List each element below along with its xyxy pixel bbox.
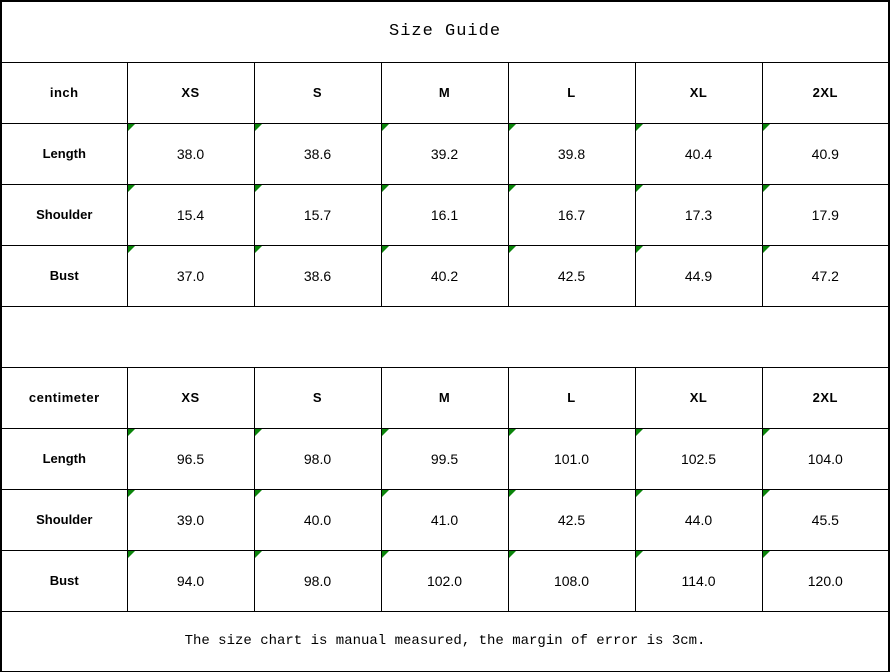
size-header-l: L — [508, 62, 635, 123]
size-value-cell — [254, 428, 381, 489]
text-flag-triangle-icon — [509, 124, 516, 131]
text-flag-triangle-icon — [763, 246, 770, 253]
size-header-2xl: 2XL — [762, 367, 889, 428]
cell-value: 15.4 — [176, 206, 205, 223]
cm-header-row — [1, 367, 889, 428]
text-flag-triangle-icon — [509, 246, 516, 253]
size-value-cell — [254, 489, 381, 550]
size-value-cell — [635, 428, 762, 489]
cell-value: 39.0 — [176, 511, 205, 528]
cell-value: 38.6 — [303, 145, 332, 162]
text-flag-triangle-icon — [763, 490, 770, 497]
size-value-cell — [762, 550, 889, 611]
text-flag-triangle-icon — [509, 490, 516, 497]
text-flag-triangle-icon — [636, 124, 643, 131]
size-value-cell — [508, 428, 635, 489]
text-flag-triangle-icon — [255, 429, 262, 436]
cell-value: 120.0 — [807, 572, 843, 589]
text-flag-triangle-icon — [636, 490, 643, 497]
text-flag-triangle-icon — [636, 429, 643, 436]
size-value-cell — [508, 184, 635, 245]
cell-value: 40.0 — [303, 511, 332, 528]
size-value-cell — [762, 489, 889, 550]
text-flag-triangle-icon — [509, 551, 516, 558]
cm-bust-row — [1, 550, 889, 611]
cell-value: 47.2 — [811, 267, 839, 284]
size-header-xs: XS — [127, 367, 254, 428]
text-flag-triangle-icon — [509, 185, 516, 192]
text-flag-triangle-icon — [382, 429, 389, 436]
spacer-cell — [1, 306, 889, 367]
size-value-cell — [762, 245, 889, 306]
text-flag-triangle-icon — [382, 124, 389, 131]
text-flag-triangle-icon — [763, 185, 770, 192]
title-row — [1, 1, 889, 62]
size-value-cell — [127, 428, 254, 489]
text-flag-triangle-icon — [509, 429, 516, 436]
size-header-m: M — [381, 367, 508, 428]
size-value-cell — [762, 428, 889, 489]
text-flag-triangle-icon — [255, 124, 262, 131]
page-title: Size Guide — [1, 1, 889, 62]
measure-label-cell: Shoulder — [1, 184, 127, 245]
size-header-s: S — [254, 62, 381, 123]
cell-value: 98.0 — [303, 450, 332, 467]
cell-value: 42.5 — [557, 267, 586, 284]
size-value-cell — [635, 184, 762, 245]
size-header-m: M — [381, 62, 508, 123]
size-value-cell — [381, 184, 508, 245]
text-flag-triangle-icon — [382, 490, 389, 497]
size-value-cell — [254, 123, 381, 184]
cell-value: 99.5 — [430, 450, 459, 467]
size-header-xl: XL — [635, 62, 762, 123]
size-value-cell — [381, 245, 508, 306]
size-value-cell — [635, 123, 762, 184]
spacer-row — [1, 306, 889, 367]
size-value-cell — [127, 245, 254, 306]
size-header-l: L — [508, 367, 635, 428]
size-value-cell — [381, 428, 508, 489]
inch-bust-row — [1, 245, 889, 306]
measure-label-cell: Length — [1, 428, 127, 489]
text-flag-triangle-icon — [763, 124, 770, 131]
measure-label-cell: Shoulder — [1, 489, 127, 550]
text-flag-triangle-icon — [255, 246, 262, 253]
size-value-cell — [508, 245, 635, 306]
size-value-cell — [254, 184, 381, 245]
size-value-cell — [127, 123, 254, 184]
size-value-cell — [635, 245, 762, 306]
size-value-cell — [508, 489, 635, 550]
size-header-xs: XS — [127, 62, 254, 123]
cell-value: 39.8 — [557, 145, 586, 162]
cell-value: 38.0 — [176, 145, 205, 162]
size-value-cell — [254, 245, 381, 306]
cell-value: 108.0 — [553, 572, 590, 589]
inch-shoulder-row — [1, 184, 889, 245]
size-value-cell — [127, 184, 254, 245]
size-header-2xl: 2XL — [762, 62, 889, 123]
cell-value: 101.0 — [553, 450, 590, 467]
text-flag-triangle-icon — [763, 551, 770, 558]
size-value-cell — [762, 123, 889, 184]
size-value-cell — [127, 550, 254, 611]
cm-shoulder-row — [1, 489, 889, 550]
size-value-cell — [127, 489, 254, 550]
cell-value: 45.5 — [811, 511, 839, 528]
unit-header-inch: inch — [1, 62, 127, 123]
cell-value: 104.0 — [807, 450, 843, 467]
size-value-cell — [381, 123, 508, 184]
size-header-s: S — [254, 367, 381, 428]
cell-value: 15.7 — [303, 206, 332, 223]
measure-label-cell: Length — [1, 123, 127, 184]
size-value-cell — [508, 550, 635, 611]
cell-value: 40.4 — [684, 145, 713, 162]
cell-value: 44.0 — [684, 511, 713, 528]
cell-value: 17.9 — [811, 206, 839, 223]
footer-row — [1, 611, 889, 672]
size-value-cell — [635, 489, 762, 550]
cell-value: 94.0 — [176, 572, 205, 589]
cell-value: 44.9 — [684, 267, 713, 284]
cell-value: 40.2 — [430, 267, 459, 284]
inch-header-row — [1, 62, 889, 123]
size-value-cell — [508, 123, 635, 184]
size-value-cell — [381, 550, 508, 611]
inch-length-row — [1, 123, 889, 184]
text-flag-triangle-icon — [128, 185, 135, 192]
text-flag-triangle-icon — [382, 185, 389, 192]
cm-length-row — [1, 428, 889, 489]
text-flag-triangle-icon — [382, 246, 389, 253]
size-value-cell — [254, 550, 381, 611]
cell-value: 37.0 — [176, 267, 205, 284]
cell-value: 102.0 — [426, 572, 463, 589]
cell-value: 38.6 — [303, 267, 332, 284]
cell-value: 39.2 — [430, 145, 459, 162]
text-flag-triangle-icon — [255, 551, 262, 558]
cell-value: 16.1 — [430, 206, 459, 223]
cell-value: 96.5 — [176, 450, 205, 467]
cell-value: 98.0 — [303, 572, 332, 589]
text-flag-triangle-icon — [382, 551, 389, 558]
measure-label-cell: Bust — [1, 550, 127, 611]
cell-value: 42.5 — [557, 511, 586, 528]
cell-value: 40.9 — [811, 145, 839, 162]
size-value-cell — [381, 489, 508, 550]
cell-value: 114.0 — [681, 572, 716, 589]
cell-value: 16.7 — [557, 206, 586, 223]
size-header-xl: XL — [635, 367, 762, 428]
text-flag-triangle-icon — [128, 246, 135, 253]
text-flag-triangle-icon — [763, 429, 770, 436]
cell-value: 41.0 — [430, 511, 459, 528]
size-value-cell — [762, 184, 889, 245]
text-flag-triangle-icon — [636, 551, 643, 558]
unit-header-centimeter: centimeter — [1, 367, 127, 428]
text-flag-triangle-icon — [636, 185, 643, 192]
footer-note: The size chart is manual measured, the margin of error is 3cm. — [1, 611, 889, 672]
cell-value: 17.3 — [684, 206, 713, 223]
text-flag-triangle-icon — [255, 490, 262, 497]
size-value-cell — [635, 550, 762, 611]
text-flag-triangle-icon — [128, 429, 135, 436]
text-flag-triangle-icon — [636, 246, 643, 253]
text-flag-triangle-icon — [128, 490, 135, 497]
measure-label-cell: Bust — [1, 245, 127, 306]
text-flag-triangle-icon — [128, 124, 135, 131]
text-flag-triangle-icon — [128, 551, 135, 558]
text-flag-triangle-icon — [255, 185, 262, 192]
cell-value: 102.5 — [680, 450, 717, 467]
